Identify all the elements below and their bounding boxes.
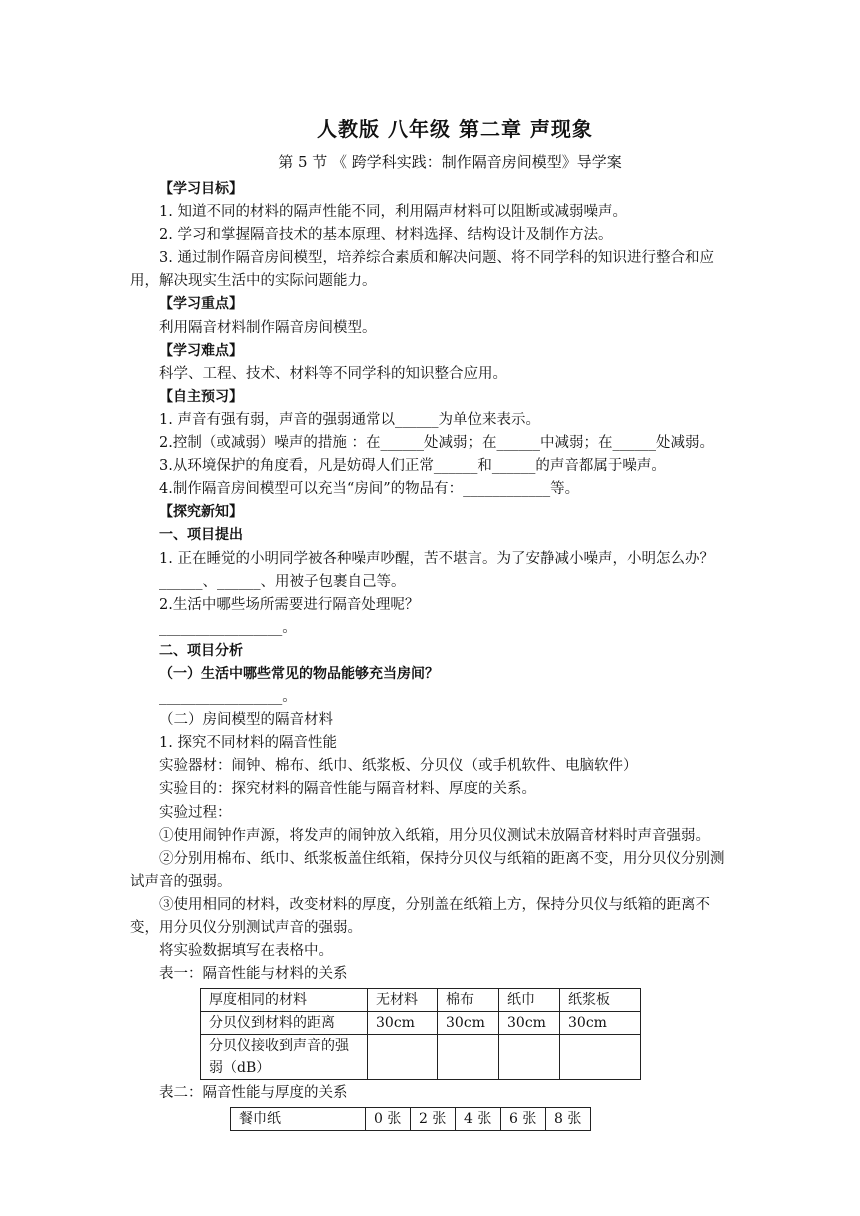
table-row — [201, 1012, 641, 1035]
preview-item: 2.控制（或减弱）噪声的措施 ：在______处减弱；在______中减弱；在______处减弱。 — [159, 435, 714, 452]
table-cell — [499, 1035, 560, 1080]
goal-item: 3. 通过制作隔音房间模型，培养综合素质和解决问题、将不同学科的知识进行整合和应用，解决现实生活中的实际问题能力。 — [130, 250, 714, 290]
table-cell: 纸巾 — [499, 989, 560, 1012]
preview-item: 3.从环境保护的角度看，凡是妨碍人们正常______和______的声音都属于噪声。 — [159, 458, 666, 475]
focus-text: 利用隔音材料制作隔音房间模型。 — [159, 319, 377, 336]
table-cell: 30cm — [560, 1012, 641, 1035]
table-cell — [560, 1035, 641, 1080]
table-cell: 4 张 — [456, 1108, 501, 1131]
table-cell: 分贝仪接收到声音的强弱（dB） — [201, 1035, 368, 1080]
preview-item: 1. 声音有强有弱，声音的强弱通常以______为单位来表示。 — [159, 411, 540, 428]
experiment-equipment: 实验器材：闹钟、棉布、纸巾、纸浆板、分贝仪（或手机软件、电脑软件） — [159, 758, 638, 775]
page-title: 人教版 八年级 第二章 声现象 — [317, 117, 593, 141]
table2-caption: 表二：隔音性能与厚度的关系 — [159, 1085, 348, 1102]
goals-heading: 【学习目标】 — [159, 181, 243, 197]
preview-item: 4.制作隔音房间模型可以充当“房间”的物品有：____________等。 — [159, 481, 580, 498]
table-cell: 30cm — [499, 1012, 560, 1035]
goal-item: 2. 学习和掌握隔音技术的基本原理、材料选择、结构设计及制作方法。 — [159, 227, 613, 244]
table-cell: 无材料 — [368, 989, 438, 1012]
table-cell: 2 张 — [411, 1108, 456, 1131]
answer-blank-1: ______、______、用被子包裹自己等。 — [159, 573, 406, 590]
experiment-title: 1. 探究不同材料的隔音性能 — [159, 735, 337, 752]
record-instruction: 将实验数据填写在表格中。 — [159, 943, 333, 960]
difficulty-text: 科学、工程、技术、材料等不同学科的知识整合应用。 — [159, 365, 507, 382]
question-1: 1. 正在睡觉的小明同学被各种噪声吵醒，苦不堪言。为了安静减小噪声，小明怎么办？ — [159, 550, 714, 567]
experiment-process-label: 实验过程： — [159, 804, 232, 821]
subsection-2-heading: （二）房间模型的隔音材料 — [159, 712, 333, 729]
material-table — [200, 988, 641, 1080]
table-cell: 30cm — [368, 1012, 438, 1035]
table-cell: 6 张 — [501, 1108, 546, 1131]
page-subtitle: 第 5 节 《 跨学科实践：制作隔音房间模型》导学案 — [278, 153, 622, 171]
goal-item: 1. 知道不同的材料的隔声性能不同，利用隔声材料可以阻断或减弱噪声。 — [159, 204, 627, 221]
table-cell — [368, 1035, 438, 1080]
section1-heading: 一、项目提出 — [159, 527, 243, 544]
table-cell: 厚度相同的材料 — [201, 989, 368, 1012]
table-cell: 分贝仪到材料的距离 — [201, 1012, 368, 1035]
table-cell — [438, 1035, 499, 1080]
table-cell: 纸浆板 — [560, 989, 641, 1012]
thickness-table — [230, 1107, 591, 1131]
difficulty-heading: 【学习难点】 — [159, 342, 243, 359]
question-2: 2.生活中哪些场所需要进行隔音处理呢？ — [159, 596, 420, 613]
experiment-purpose: 实验目的：探究材料的隔音性能与隔音材料、厚度的关系。 — [159, 781, 536, 798]
preview-heading: 【自主预习】 — [159, 388, 243, 405]
experiment-step: ①使用闹钟作声源，将发声的闹钟放入纸箱，用分贝仪测试未放隔音材料时声音强弱。 — [159, 827, 710, 844]
answer-blank-3: _________________。 — [159, 689, 297, 706]
table-row — [231, 1108, 591, 1131]
experiment-step: ③使用相同的材料，改变材料的厚度，分别盖在纸箱上方，保持分贝仪与纸箱的距离不变，用分贝仪分别测试声音的强弱。 — [130, 896, 710, 936]
explore-heading: 【探究新知】 — [159, 504, 243, 521]
subsection-1-heading: （一）生活中哪些常见的物品能够充当房间？ — [159, 665, 439, 682]
section2-heading: 二、项目分析 — [159, 642, 243, 659]
table-row — [201, 1035, 641, 1080]
table-cell: 0 张 — [366, 1108, 411, 1131]
table1-caption: 表一：隔音性能与材料的关系 — [159, 966, 348, 983]
table-row — [201, 989, 641, 1012]
focus-heading: 【学习重点】 — [159, 296, 243, 313]
experiment-step: ②分别用棉布、纸巾、纸浆板盖住纸箱，保持分贝仪与纸箱的距离不变，用分贝仪分别测试声音的强弱。 — [130, 850, 725, 890]
answer-blank-2: _________________。 — [159, 619, 297, 636]
document-body — [130, 178, 730, 1131]
table-cell: 30cm — [438, 1012, 499, 1035]
table-cell: 8 张 — [546, 1108, 591, 1131]
table-cell: 棉布 — [438, 989, 499, 1012]
table-cell: 餐巾纸 — [231, 1108, 366, 1131]
